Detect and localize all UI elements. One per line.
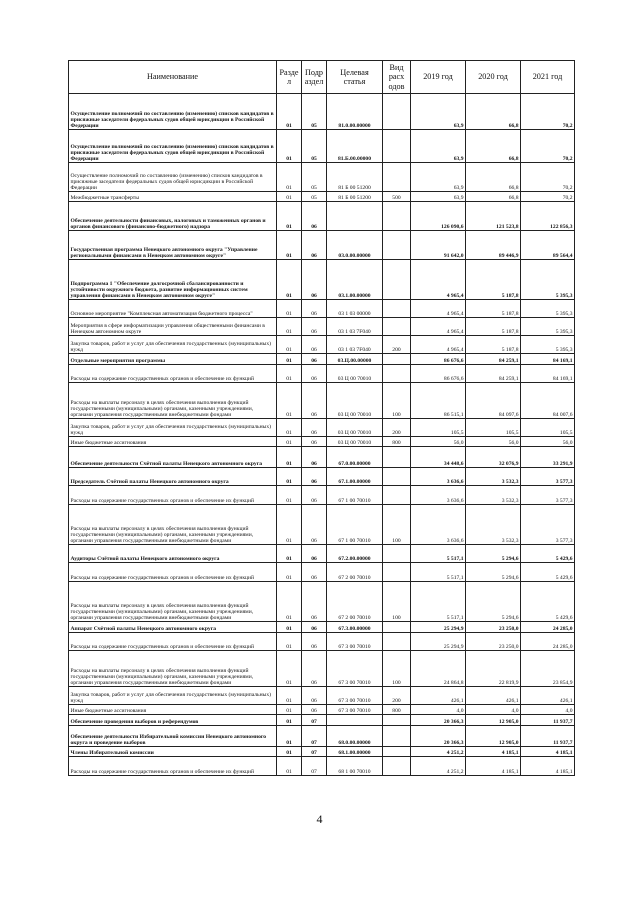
cell-razdel: 01 bbox=[277, 687, 302, 705]
cell-2019: 4 965,4 bbox=[411, 336, 466, 354]
cell-podrazdel: 05 bbox=[302, 163, 327, 192]
cell-razdel: 01 bbox=[277, 545, 302, 563]
cell-2021: 84 169,1 bbox=[521, 354, 575, 365]
cell-2021: 24 285,0 bbox=[521, 622, 575, 633]
table-row bbox=[69, 486, 575, 505]
cell-expense-type: 100 bbox=[383, 505, 411, 545]
cell-2020: 66,8 bbox=[466, 192, 521, 202]
cell-target-article: 67.1.00.00000 bbox=[327, 468, 383, 486]
cell-2019: 63,9 bbox=[411, 94, 466, 130]
cell-target-article: 67.2.00.00000 bbox=[327, 545, 383, 563]
cell-name: Иные бюджетные ассигнования bbox=[69, 705, 277, 715]
cell-razdel: 01 bbox=[277, 447, 302, 468]
cell-razdel: 01 bbox=[277, 563, 302, 582]
cell-expense-type bbox=[383, 726, 411, 747]
cell-name: Расходы на содержание государственных органов и обеспечение их функций bbox=[69, 365, 277, 383]
cell-name: Расходы на содержание государственных органов и обеспечение их функций bbox=[69, 486, 277, 505]
table-row bbox=[69, 202, 575, 231]
table-row bbox=[69, 468, 575, 486]
cell-expense-type bbox=[383, 365, 411, 383]
table-row bbox=[69, 726, 575, 747]
cell-2019: 5 517,1 bbox=[411, 582, 466, 622]
cell-podrazdel: 06 bbox=[302, 705, 327, 715]
cell-target-article: 67 3 00 70010 bbox=[327, 705, 383, 715]
cell-podrazdel: 06 bbox=[302, 545, 327, 563]
cell-2020: 89 446,9 bbox=[466, 231, 521, 260]
cell-2020: 5 294,6 bbox=[466, 563, 521, 582]
cell-2021: 3 577,3 bbox=[521, 486, 575, 505]
header-year-2019: 2019 год bbox=[411, 61, 466, 94]
cell-2021: 24 285,0 bbox=[521, 633, 575, 651]
cell-2019: 4 965,4 bbox=[411, 300, 466, 318]
cell-2021: 5 395,3 bbox=[521, 318, 575, 336]
cell-target-article: 67 2 00 70010 bbox=[327, 563, 383, 582]
table-row bbox=[69, 130, 575, 163]
cell-name: Отдельные мероприятия программы bbox=[69, 354, 277, 365]
cell-2019: 4 965,4 bbox=[411, 318, 466, 336]
cell-podrazdel: 07 bbox=[302, 726, 327, 747]
cell-target-article: 03 Ц 00 70010 bbox=[327, 437, 383, 447]
cell-2021: 70,2 bbox=[521, 130, 575, 163]
cell-name: Обеспечение деятельности Избирательной комиссии Ненецкого автономного округа и проведение выборов bbox=[69, 726, 277, 747]
cell-razdel: 01 bbox=[277, 318, 302, 336]
table-row bbox=[69, 633, 575, 651]
cell-2021: 426,1 bbox=[521, 687, 575, 705]
cell-name: Мероприятия в сфере информатизации управления общественными финансами в Ненецком автономном округе bbox=[69, 318, 277, 336]
cell-expense-type: 200 bbox=[383, 687, 411, 705]
header-year-2020: 2020 год bbox=[466, 61, 521, 94]
cell-podrazdel: 05 bbox=[302, 192, 327, 202]
cell-expense-type: 100 bbox=[383, 383, 411, 419]
cell-2019: 3 636,6 bbox=[411, 468, 466, 486]
cell-2020: 105,5 bbox=[466, 419, 521, 437]
cell-razdel: 01 bbox=[277, 486, 302, 505]
cell-2019: 91 642,0 bbox=[411, 231, 466, 260]
cell-target-article: 67.0.00.00000 bbox=[327, 447, 383, 468]
cell-razdel: 01 bbox=[277, 757, 302, 776]
table-row bbox=[69, 365, 575, 383]
cell-2019: 5 517,1 bbox=[411, 563, 466, 582]
cell-expense-type bbox=[383, 318, 411, 336]
cell-target-article: 67 2 00 70010 bbox=[327, 582, 383, 622]
cell-2021: 70,2 bbox=[521, 192, 575, 202]
cell-podrazdel: 07 bbox=[302, 715, 327, 726]
table-row bbox=[69, 163, 575, 192]
cell-2019: 86 515,1 bbox=[411, 383, 466, 419]
cell-expense-type bbox=[383, 563, 411, 582]
cell-2019: 25 294,9 bbox=[411, 622, 466, 633]
cell-podrazdel: 06 bbox=[302, 383, 327, 419]
cell-podrazdel: 06 bbox=[302, 651, 327, 687]
table-row bbox=[69, 505, 575, 545]
cell-2020: 12 905,0 bbox=[466, 715, 521, 726]
cell-2021: 3 577,3 bbox=[521, 468, 575, 486]
table-row bbox=[69, 419, 575, 437]
header-name: Наименование bbox=[69, 61, 277, 94]
cell-2019: 63,9 bbox=[411, 163, 466, 192]
cell-target-article: 81.0.00.00000 bbox=[327, 94, 383, 130]
table-row bbox=[69, 192, 575, 202]
cell-2021: 5 395,3 bbox=[521, 336, 575, 354]
cell-target-article: 68 1 00 70010 bbox=[327, 757, 383, 776]
cell-2019: 3 636,6 bbox=[411, 505, 466, 545]
header-razdel: Разде л bbox=[277, 61, 302, 94]
cell-2021: 122 856,3 bbox=[521, 202, 575, 231]
table-row bbox=[69, 336, 575, 354]
cell-2019: 4 251,2 bbox=[411, 747, 466, 757]
cell-podrazdel: 05 bbox=[302, 130, 327, 163]
cell-2020: 4 185,1 bbox=[466, 747, 521, 757]
cell-target-article: 03.0.00.00000 bbox=[327, 231, 383, 260]
cell-name: Межбюджетные трансферты bbox=[69, 192, 277, 202]
cell-2021: 33 291,9 bbox=[521, 447, 575, 468]
cell-target-article: 03 Ц 00 70010 bbox=[327, 365, 383, 383]
header-podrazdel: Подр аздел bbox=[302, 61, 327, 94]
cell-2019: 4 965,4 bbox=[411, 260, 466, 300]
cell-razdel: 01 bbox=[277, 582, 302, 622]
cell-2020: 4 185,1 bbox=[466, 757, 521, 776]
cell-2021: 11 937,7 bbox=[521, 715, 575, 726]
table-row bbox=[69, 318, 575, 336]
cell-2020: 23 250,0 bbox=[466, 622, 521, 633]
cell-2020: 66,8 bbox=[466, 130, 521, 163]
cell-podrazdel: 06 bbox=[302, 486, 327, 505]
cell-razdel: 01 bbox=[277, 633, 302, 651]
cell-razdel: 01 bbox=[277, 202, 302, 231]
cell-razdel: 01 bbox=[277, 260, 302, 300]
cell-2020: 84 259,1 bbox=[466, 365, 521, 383]
table-row bbox=[69, 687, 575, 705]
cell-podrazdel: 06 bbox=[302, 582, 327, 622]
cell-podrazdel: 06 bbox=[302, 365, 327, 383]
cell-2020: 66,8 bbox=[466, 163, 521, 192]
table-row bbox=[69, 354, 575, 365]
page-number: 4 bbox=[316, 812, 323, 826]
cell-expense-type bbox=[383, 633, 411, 651]
cell-2021: 70,2 bbox=[521, 94, 575, 130]
cell-target-article: 67.3.00.00000 bbox=[327, 622, 383, 633]
cell-expense-type bbox=[383, 300, 411, 318]
cell-podrazdel: 06 bbox=[302, 260, 327, 300]
table-row bbox=[69, 383, 575, 419]
cell-podrazdel: 06 bbox=[302, 447, 327, 468]
cell-target-article: 81 Б 00 51200 bbox=[327, 192, 383, 202]
cell-name: Основное мероприятие "Комплексная автоматизация бюджетного процесса" bbox=[69, 300, 277, 318]
cell-2020: 4,0 bbox=[466, 705, 521, 715]
cell-expense-type bbox=[383, 468, 411, 486]
cell-2019: 4,0 bbox=[411, 705, 466, 715]
cell-name: Расходы на содержание государственных органов и обеспечение их функций bbox=[69, 563, 277, 582]
cell-2021: 5 429,6 bbox=[521, 545, 575, 563]
header-target-article: Целевая статья bbox=[327, 61, 383, 94]
cell-name: Закупка товаров, работ и услуг для обеспечения государственных (муниципальных) нужд bbox=[69, 419, 277, 437]
cell-expense-type: 100 bbox=[383, 582, 411, 622]
table-row bbox=[69, 545, 575, 563]
cell-razdel: 01 bbox=[277, 726, 302, 747]
cell-razdel: 01 bbox=[277, 94, 302, 130]
cell-name: Закупка товаров, работ и услуг для обеспечения государственных (муниципальных) нужд bbox=[69, 687, 277, 705]
cell-name: Аудиторы Счётной палаты Ненецкого автономного округа bbox=[69, 545, 277, 563]
cell-2021: 4 185,1 bbox=[521, 747, 575, 757]
cell-2020: 23 250,0 bbox=[466, 633, 521, 651]
cell-2020: 5 187,8 bbox=[466, 260, 521, 300]
cell-target-article: 67 3 00 70010 bbox=[327, 651, 383, 687]
cell-podrazdel: 06 bbox=[302, 419, 327, 437]
cell-2021: 4 185,1 bbox=[521, 757, 575, 776]
cell-podrazdel: 07 bbox=[302, 757, 327, 776]
cell-expense-type bbox=[383, 163, 411, 192]
cell-2020: 121 523,8 bbox=[466, 202, 521, 231]
budget-table bbox=[68, 60, 575, 776]
cell-2021: 3 577,3 bbox=[521, 505, 575, 545]
cell-razdel: 01 bbox=[277, 705, 302, 715]
cell-2021: 5 429,6 bbox=[521, 563, 575, 582]
table-row bbox=[69, 651, 575, 687]
cell-2021: 70,2 bbox=[521, 163, 575, 192]
cell-name: Осуществление полномочий по составлению (изменению) списков кандидатов в присяжные заседатели федеральных судов общей юрисдикции в Российской Федерации bbox=[69, 94, 277, 130]
cell-name: Иные бюджетные ассигнования bbox=[69, 437, 277, 447]
cell-podrazdel: 06 bbox=[302, 687, 327, 705]
cell-2020: 12 905,0 bbox=[466, 726, 521, 747]
cell-razdel: 01 bbox=[277, 437, 302, 447]
cell-2019: 56,0 bbox=[411, 437, 466, 447]
table-row bbox=[69, 437, 575, 447]
table-row bbox=[69, 747, 575, 757]
cell-2020: 5 187,8 bbox=[466, 336, 521, 354]
cell-podrazdel: 06 bbox=[302, 468, 327, 486]
cell-2019: 63,9 bbox=[411, 130, 466, 163]
cell-expense-type: 800 bbox=[383, 705, 411, 715]
cell-target-article: 03 Ц 00 70010 bbox=[327, 383, 383, 419]
cell-2019: 126 090,6 bbox=[411, 202, 466, 231]
cell-target-article: 67 3 00 70010 bbox=[327, 633, 383, 651]
cell-podrazdel: 06 bbox=[302, 300, 327, 318]
cell-2019: 24 864,8 bbox=[411, 651, 466, 687]
table-row bbox=[69, 622, 575, 633]
cell-name: Члены Избирательной комиссии bbox=[69, 747, 277, 757]
cell-podrazdel: 06 bbox=[302, 336, 327, 354]
header-year-2021: 2021 год bbox=[521, 61, 575, 94]
cell-target-article: 68.0.00.00000 bbox=[327, 726, 383, 747]
table-row bbox=[69, 447, 575, 468]
table-row bbox=[69, 715, 575, 726]
cell-name: Государственная программа Ненецкого автономного округа "Управление региональными финансами в Ненецком автономном округе" bbox=[69, 231, 277, 260]
cell-razdel: 01 bbox=[277, 336, 302, 354]
table-row bbox=[69, 231, 575, 260]
cell-2021: 5 429,6 bbox=[521, 582, 575, 622]
cell-2020: 66,8 bbox=[466, 94, 521, 130]
cell-2019: 20 366,3 bbox=[411, 726, 466, 747]
cell-2019: 3 636,6 bbox=[411, 486, 466, 505]
table-row bbox=[69, 757, 575, 776]
cell-expense-type bbox=[383, 715, 411, 726]
cell-razdel: 01 bbox=[277, 622, 302, 633]
cell-2019: 20 366,3 bbox=[411, 715, 466, 726]
table-header-row bbox=[69, 61, 575, 94]
cell-2020: 3 532,3 bbox=[466, 468, 521, 486]
cell-expense-type bbox=[383, 354, 411, 365]
cell-name: Осуществление полномочий по составлению (изменению) списков кандидатов в присяжные заседатели федеральных судов общей юрисдикции в Российской Федерации bbox=[69, 130, 277, 163]
cell-expense-type: 100 bbox=[383, 651, 411, 687]
cell-name: Расходы на содержание государственных органов и обеспечение их функций bbox=[69, 633, 277, 651]
cell-name: Осуществление полномочий по составлению (изменению) списков кандидатов в присяжные заседатели федеральных судов общей юрисдикции в Российской Федерации bbox=[69, 163, 277, 192]
cell-2020: 3 532,3 bbox=[466, 505, 521, 545]
cell-2021: 105,5 bbox=[521, 419, 575, 437]
cell-2021: 56,0 bbox=[521, 437, 575, 447]
cell-2021: 11 937,7 bbox=[521, 726, 575, 747]
cell-razdel: 01 bbox=[277, 300, 302, 318]
cell-2021: 23 854,9 bbox=[521, 651, 575, 687]
cell-podrazdel: 06 bbox=[302, 505, 327, 545]
cell-expense-type bbox=[383, 447, 411, 468]
cell-expense-type bbox=[383, 202, 411, 231]
cell-target-article: 67 1 00 70010 bbox=[327, 486, 383, 505]
cell-target-article: 81 Б 00 51200 bbox=[327, 163, 383, 192]
cell-2021: 84 007,6 bbox=[521, 383, 575, 419]
cell-name: Расходы на содержание государственных органов и обеспечение их функций bbox=[69, 757, 277, 776]
cell-target-article: 03.Ц.00.00000 bbox=[327, 354, 383, 365]
cell-2020: 3 532,3 bbox=[466, 486, 521, 505]
cell-podrazdel: 06 bbox=[302, 633, 327, 651]
cell-target-article: 81.Б.00.00000 bbox=[327, 130, 383, 163]
cell-razdel: 01 bbox=[277, 747, 302, 757]
cell-name: Расходы на выплаты персоналу в целях обеспечения выполнения функций государственными (муниципальными) органами, казенными учреждениями, органами управления государственными внебюджетными фондами bbox=[69, 505, 277, 545]
cell-podrazdel: 06 bbox=[302, 202, 327, 231]
cell-target-article: 03.1.00.00000 bbox=[327, 260, 383, 300]
cell-razdel: 01 bbox=[277, 365, 302, 383]
cell-podrazdel: 06 bbox=[302, 318, 327, 336]
cell-2019: 105,5 bbox=[411, 419, 466, 437]
cell-podrazdel: 06 bbox=[302, 622, 327, 633]
cell-expense-type: 800 bbox=[383, 437, 411, 447]
cell-2020: 5 294,6 bbox=[466, 582, 521, 622]
table-row bbox=[69, 94, 575, 130]
cell-podrazdel: 06 bbox=[302, 563, 327, 582]
cell-podrazdel: 07 bbox=[302, 747, 327, 757]
cell-target-article: 67 3 00 70010 bbox=[327, 687, 383, 705]
cell-name: Аппарат Счётной палаты Ненецкого автономного округа bbox=[69, 622, 277, 633]
cell-2019: 4 251,2 bbox=[411, 757, 466, 776]
cell-2021: 84 169,1 bbox=[521, 365, 575, 383]
cell-2021: 89 564,4 bbox=[521, 231, 575, 260]
cell-razdel: 01 bbox=[277, 130, 302, 163]
table-row bbox=[69, 563, 575, 582]
cell-expense-type bbox=[383, 94, 411, 130]
cell-razdel: 01 bbox=[277, 651, 302, 687]
table-row bbox=[69, 260, 575, 300]
cell-expense-type bbox=[383, 622, 411, 633]
cell-2019: 34 448,6 bbox=[411, 447, 466, 468]
cell-2019: 426,1 bbox=[411, 687, 466, 705]
cell-name: Обеспечение деятельности Счётной палаты Ненецкого автономного округа bbox=[69, 447, 277, 468]
cell-2019: 5 517,1 bbox=[411, 545, 466, 563]
cell-razdel: 01 bbox=[277, 163, 302, 192]
cell-2019: 25 294,9 bbox=[411, 633, 466, 651]
table-row bbox=[69, 300, 575, 318]
cell-2019: 63,9 bbox=[411, 192, 466, 202]
cell-expense-type bbox=[383, 130, 411, 163]
cell-target-article: 03 1 03 00000 bbox=[327, 300, 383, 318]
cell-name: Расходы на выплаты персоналу в целях обеспечения выполнения функций государственными (муниципальными) органами, казенными учреждениями, органами управления государственными внебюджетными фондами bbox=[69, 582, 277, 622]
cell-2020: 32 076,9 bbox=[466, 447, 521, 468]
cell-razdel: 01 bbox=[277, 354, 302, 365]
cell-2020: 5 187,8 bbox=[466, 300, 521, 318]
cell-podrazdel: 06 bbox=[302, 231, 327, 260]
cell-razdel: 01 bbox=[277, 192, 302, 202]
cell-target-article: 68.1.00.00000 bbox=[327, 747, 383, 757]
cell-expense-type: 200 bbox=[383, 419, 411, 437]
cell-podrazdel: 05 bbox=[302, 94, 327, 130]
cell-target-article: 03 1 03 7F040 bbox=[327, 336, 383, 354]
cell-target-article bbox=[327, 715, 383, 726]
cell-2020: 56,0 bbox=[466, 437, 521, 447]
cell-name: Расходы на выплаты персоналу в целях обеспечения выполнения функций государственными (муниципальными) органами, казенными учреждениями, органами управления государственными внебюджетными фондами bbox=[69, 383, 277, 419]
cell-expense-type bbox=[383, 747, 411, 757]
cell-expense-type bbox=[383, 260, 411, 300]
cell-name: Председатель Счётной палаты Ненецкого автономного округа bbox=[69, 468, 277, 486]
cell-razdel: 01 bbox=[277, 715, 302, 726]
table-row bbox=[69, 705, 575, 715]
cell-name: Обеспечение деятельности финансовых, налоговых и таможенных органов и органов финансового (финансово-бюджетного) надзора bbox=[69, 202, 277, 231]
cell-2021: 4,0 bbox=[521, 705, 575, 715]
cell-podrazdel: 06 bbox=[302, 354, 327, 365]
cell-2020: 5 187,8 bbox=[466, 318, 521, 336]
cell-name: Подпрограмма 1 "Обеспечение долгосрочной сбалансированности и устойчивости окружного бюджета, развитие информационных систем управления финансами в Ненецком автономном округе" bbox=[69, 260, 277, 300]
cell-target-article bbox=[327, 202, 383, 231]
cell-razdel: 01 bbox=[277, 468, 302, 486]
cell-2020: 5 294,6 bbox=[466, 545, 521, 563]
cell-razdel: 01 bbox=[277, 419, 302, 437]
cell-target-article: 67 1 00 70010 bbox=[327, 505, 383, 545]
cell-expense-type: 200 bbox=[383, 336, 411, 354]
header-expense-type: Вид расх одов bbox=[383, 61, 411, 94]
cell-razdel: 01 bbox=[277, 231, 302, 260]
cell-2020: 84 259,1 bbox=[466, 354, 521, 365]
cell-2021: 5 395,3 bbox=[521, 260, 575, 300]
cell-expense-type bbox=[383, 757, 411, 776]
cell-2020: 84 097,6 bbox=[466, 383, 521, 419]
cell-expense-type bbox=[383, 545, 411, 563]
cell-2019: 86 676,6 bbox=[411, 354, 466, 365]
cell-expense-type: 500 bbox=[383, 192, 411, 202]
cell-target-article: 03 Ц 00 70010 bbox=[327, 419, 383, 437]
cell-podrazdel: 06 bbox=[302, 437, 327, 447]
cell-2019: 86 676,6 bbox=[411, 365, 466, 383]
cell-name: Расходы на выплаты персоналу в целях обеспечения выполнения функций государственными (муниципальными) органами, казенными учреждениями, органами управления государственными внебюджетными фондами bbox=[69, 651, 277, 687]
cell-target-article: 03 1 03 7F040 bbox=[327, 318, 383, 336]
cell-name: Обеспечение проведения выборов и референдумов bbox=[69, 715, 277, 726]
cell-expense-type bbox=[383, 231, 411, 260]
cell-razdel: 01 bbox=[277, 383, 302, 419]
cell-expense-type bbox=[383, 486, 411, 505]
cell-2021: 5 395,3 bbox=[521, 300, 575, 318]
table-row bbox=[69, 582, 575, 622]
cell-2020: 22 819,9 bbox=[466, 651, 521, 687]
cell-2020: 426,1 bbox=[466, 687, 521, 705]
cell-razdel: 01 bbox=[277, 505, 302, 545]
cell-name: Закупка товаров, работ и услуг для обеспечения государственных (муниципальных) нужд bbox=[69, 336, 277, 354]
